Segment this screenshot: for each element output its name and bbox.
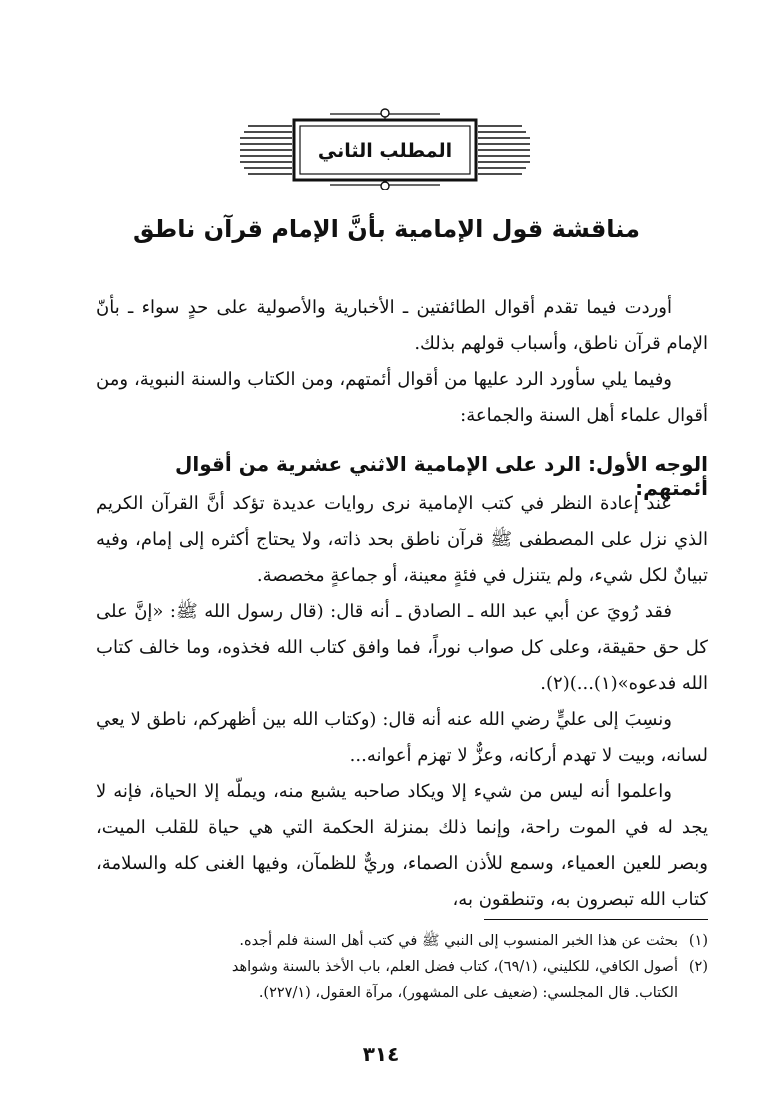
footnote-2-continuation: الكتاب. قال المجلسي: (ضعيف على المشهور)، مرآة العقول، (٢٢٧/١). xyxy=(258,985,678,1001)
footnote-2-number: (٢) xyxy=(688,959,708,975)
section-heading: الوجه الأول: الرد على الإمامية الاثني عشرية من أقوال أئمتهم: xyxy=(175,452,708,500)
intro-paragraph-1: أوردت فيما تقدم أقوال الطائفتين ـ الأخبارية والأصولية على حدٍ سواء ـ بأنّ الإمام قرآن ناطق، وأسباب قولهم بذلك. xyxy=(96,297,708,354)
intro-paragraph-2: وفيما يلي سأورد الرد عليها من أقوال أئمتهم، ومن الكتاب والسنة النبوية، ومن أقوال علماء أهل السنة والجماعة: xyxy=(96,369,708,426)
section-paragraph-4: واعلموا أنه ليس من شيء إلا ويكاد صاحبه يشبع منه، ويملّه إلا الحياة، فإنه لا يجد له في الموت راحة، وإنما ذلك بمنزلة الحكمة التي هي حياة للقلب الميت، وبصر للعين العمياء، وسمع للأذن الصماء، وريٌّ للظمآن، وفيها الغنى كله والسلامة، كتاب الله تبصرون به، وتنطقون به، xyxy=(96,781,708,910)
footnote-divider xyxy=(484,919,708,920)
footnote-1 xyxy=(96,928,708,954)
section-paragraph-1: عند إعادة النظر في كتب الإمامية نرى روايات عديدة تؤكد أنَّ القرآن الكريم الذي نزل على المصطفى ﷺ قرآن ناطق بحد ذاته، ولا يحتاج أكثره إلى إمام، وفيه تبيانٌ لكل شيء، ولم يتنزل في فئةٍ معينة، أو جماعةٍ مخصصة. xyxy=(96,493,708,586)
section-label: المطلب الثاني xyxy=(317,140,453,162)
intro-text xyxy=(96,290,708,434)
section-body xyxy=(96,486,708,918)
footnote-2 xyxy=(96,954,708,980)
page-number: ٣١٤ xyxy=(362,1042,400,1066)
footnote-1-text: بحثت عن هذا الخبر المنسوب إلى النبي ﷺ في كتب أهل السنة فلم أجده. xyxy=(239,933,678,949)
section-paragraph-3: ونسِبَ إلى عليٍّ رضي الله عنه أنه قال: (وكتاب الله بين أظهركم، ناطق لا يعي لسانه، وبيت لا تهدم أركانه، وعزٌّ لا تهزم أعوانه... xyxy=(96,709,708,766)
page-title: مناقشة قول الإمامية بأنَّ الإمام قرآن ناطق xyxy=(133,215,640,243)
footnote-1-number: (١) xyxy=(688,933,708,949)
footnote-2-text: أصول الكافي، للكليني، (٦٩/١)، كتاب فضل العلم، باب الأخذ بالسنة وشواهد xyxy=(231,959,678,975)
section-paragraph-2: فقد رُويَ عن أبي عبد الله ـ الصادق ـ أنه قال: (قال رسول الله ﷺ: «إنَّ على كل حق حقيقة، وعلى كل صواب نوراً، فما وافق كتاب الله فخذوه، وما خالف كتاب الله فدعوه»(١)...)(٢). xyxy=(96,601,708,694)
footnotes xyxy=(96,928,708,1006)
